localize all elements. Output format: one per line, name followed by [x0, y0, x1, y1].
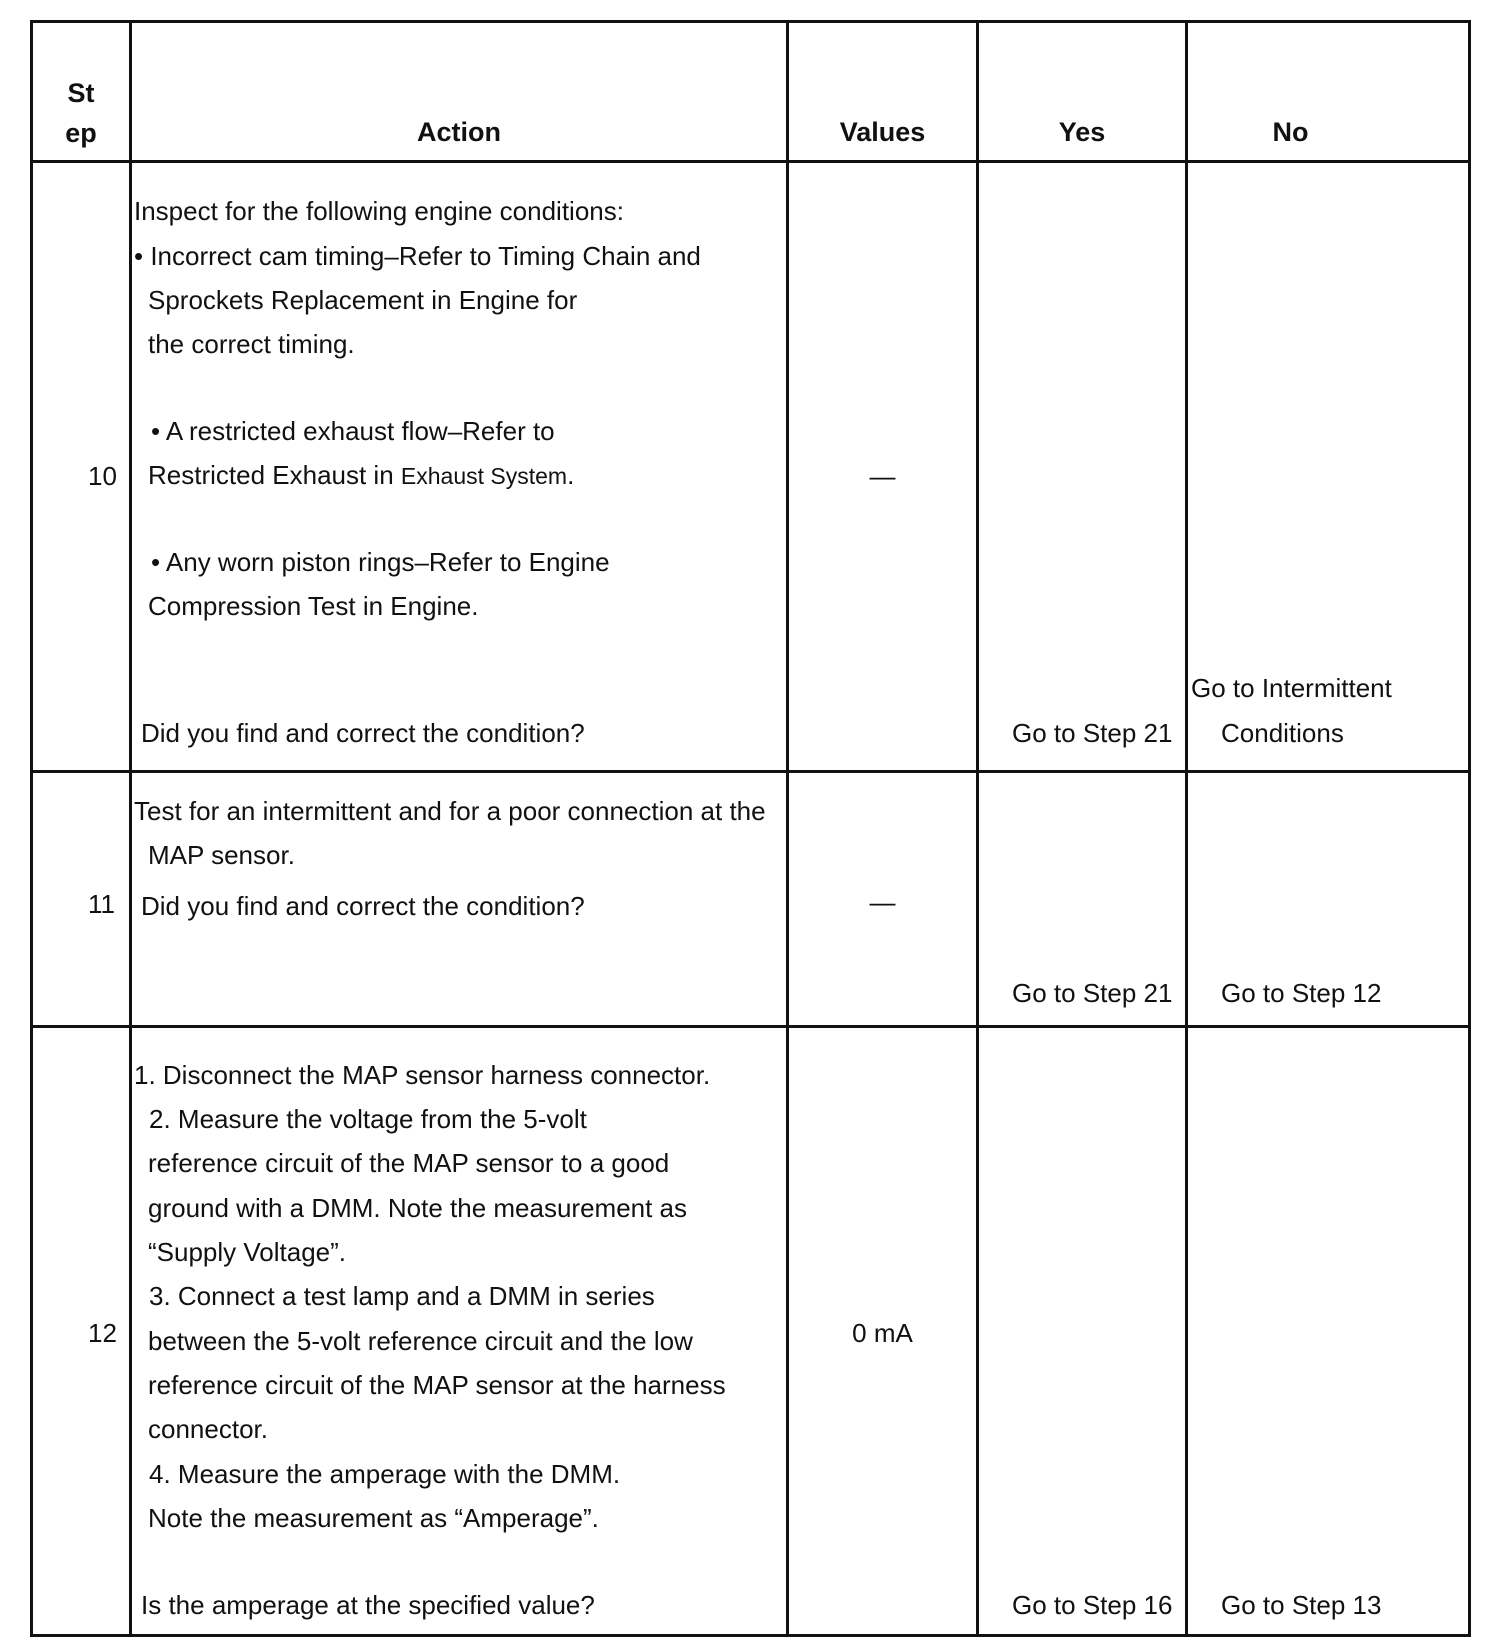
column-divider: [1185, 23, 1188, 1634]
no-cell: Go to Intermittent: [1191, 673, 1392, 703]
action-line: Sprockets Replacement in Engine for: [148, 285, 578, 315]
no-cell: Go to Step 13: [1221, 1590, 1382, 1620]
action-line: 3. Connect a test lamp and a DMM in series: [149, 1281, 655, 1311]
header-yes: Yes: [1058, 117, 1106, 147]
yes-cell: Go to Step 21: [1012, 978, 1173, 1008]
action-line: MAP sensor.: [148, 840, 295, 870]
action-line: reference circuit of the MAP sensor to a good: [148, 1148, 670, 1178]
action-line: “Supply Voltage”.: [148, 1237, 347, 1267]
action-line: ground with a DMM. Note the measurement as: [148, 1193, 688, 1223]
action-line: 1. Disconnect the MAP sensor harness connector.: [134, 1060, 711, 1090]
value-cell: —: [869, 461, 896, 491]
no-cell: Go to Step 12: [1221, 978, 1382, 1008]
value-cell: 0 mA: [852, 1318, 913, 1348]
action-question: Did you find and correct the condition?: [141, 891, 585, 921]
action-line: 2. Measure the voltage from the 5-volt: [149, 1104, 587, 1134]
header-no: No: [1272, 117, 1309, 147]
step-number: 11: [88, 889, 115, 919]
action-line: Test for an intermittent and for a poor connection at the: [134, 796, 766, 826]
action-line: Inspect for the following engine conditions:: [134, 196, 624, 226]
row-divider: [33, 770, 1468, 773]
column-divider: [129, 23, 132, 1634]
action-line: 4. Measure the amperage with the DMM.: [149, 1459, 621, 1489]
action-line: • Any worn piston rings–Refer to Engine: [151, 547, 610, 577]
column-divider: [786, 23, 789, 1634]
yes-cell: Go to Step 21: [1012, 718, 1173, 748]
header-action: Action: [417, 117, 501, 147]
header-values: Values: [839, 117, 926, 147]
action-line: connector.: [148, 1414, 268, 1444]
action-line: the correct timing.: [148, 329, 355, 359]
value-cell: —: [869, 887, 896, 917]
header-step-line2: ep: [65, 118, 97, 148]
header-step-line1: St: [67, 78, 95, 108]
action-line: between the 5-volt reference circuit and the low: [148, 1326, 693, 1356]
step-number: 10: [88, 461, 117, 491]
diagnostic-table: [30, 20, 1471, 1637]
action-line: Note the measurement as “Amperage”.: [148, 1503, 599, 1533]
action-line: • A restricted exhaust flow–Refer to: [151, 416, 555, 446]
action-line: Restricted Exhaust in Exhaust System.: [148, 460, 575, 490]
yes-cell: Go to Step 16: [1012, 1590, 1173, 1620]
action-line: • Incorrect cam timing–Refer to Timing Chain and: [134, 241, 701, 271]
action-line: reference circuit of the MAP sensor at the harness: [148, 1370, 726, 1400]
action-line: Compression Test in Engine.: [148, 591, 479, 621]
column-divider: [976, 23, 979, 1634]
action-question: Is the amperage at the specified value?: [141, 1590, 595, 1620]
no-cell: Conditions: [1221, 718, 1344, 748]
row-divider: [33, 1025, 1468, 1028]
step-number: 12: [88, 1318, 117, 1348]
row-divider: [33, 160, 1468, 163]
action-question: Did you find and correct the condition?: [141, 718, 585, 748]
